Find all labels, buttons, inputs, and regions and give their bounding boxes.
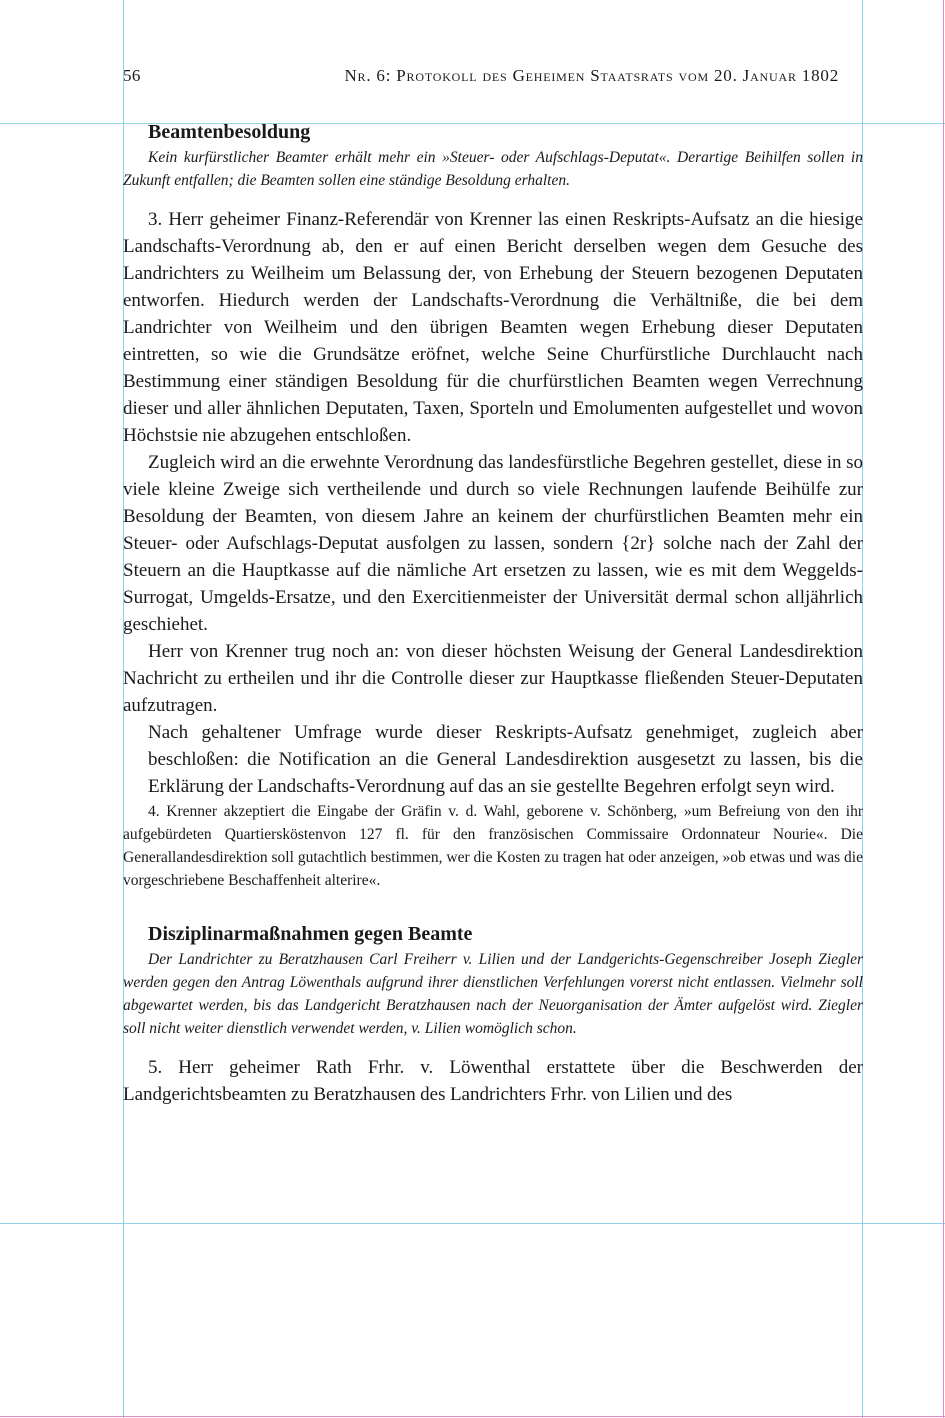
guide-line-bottom bbox=[0, 1223, 945, 1224]
paragraph-krenner: Herr von Krenner trug noch an: von dieser höchsten Weisung der General Landesdirektion Nachricht zu ertheilen und ihr die Controlle dieser zur Hauptkasse fließenden Steuer-Deputaten aufzutragen. bbox=[123, 641, 863, 716]
trim-line-bottom bbox=[0, 1416, 945, 1417]
section-summary-disziplinar: Der Landrichter zu Beratzhausen Carl Freiherr v. Lilien und der Landgerichts-Gegenschreiber Joseph Ziegler werden gegen den Antrag Löwenthals aufgrund ihrer dienstlichen Verfehlungen vorerst nicht entlassen. Vielmehr soll abgewartet werden, bis das Landgericht Beratzhausen nach der Neuorganisation der Ämter aufgelöst wird. Ziegler soll nicht weiter dienstlich verwendet werden, v. Lilien womöglich schon. bbox=[123, 951, 863, 1037]
paragraph-zugleich: Zugleich wird an die erwehnte Verordnung das landesfürstliche Begehren gestellet, diese in so viele kleine Zweige sich vertheilende und durch so viele Rechnungen laufende Beihülfe zur Besoldung der Beamten, von diesem Jahre an keinem der churfürstlichen Beamten mehr ein Steuer- oder Aufschlags-Deputat ausfolgen zu lassen, sondern {2r} solche nach der Zahl der Steuern an die Hauptkasse auf die nämliche Art ersetzen zu lassen, wie es mit dem Weggelds-Surrogat, Umgelds-Ersatze, und den Exercitienmeister der Universität dermal schon alljährlich geschiehet. bbox=[123, 452, 863, 635]
paragraph-item-4: 4. Krenner akzeptiert die Eingabe der Gräfin v. d. Wahl, geborene v. Schönberg, »um Befreiung von den ihr aufgebürdeten Quartiersköstenvon 127 fl. für den französischen Commissaire Ordonnateur Nourie«. Die Generallandesdirektion soll gutachtlich bestimmen, wer die Kosten zu tragen hat oder anzeigen, »ob etwas und was die vorgeschriebene Beschaffenheit alterire«. bbox=[123, 803, 863, 889]
running-head bbox=[123, 66, 839, 90]
trim-line-right bbox=[943, 0, 944, 1418]
section-summary-besoldung: Kein kurfürstlicher Beamter erhält mehr ein »Steuer- oder Aufschlags-Deputat«. Derartige Beihilfen sollen in Zukunft entfallen; die Beamten sollen eine ständige Besoldung erhalten. bbox=[123, 149, 863, 189]
running-title: Nr. 6: Protokoll des Geheimen Staatsrats vom 20. Januar 1802 bbox=[344, 66, 839, 85]
section-heading-besoldung: Beamtenbesoldung bbox=[148, 121, 311, 143]
text-block bbox=[123, 118, 863, 1108]
page-number: 56 bbox=[123, 66, 141, 85]
section-heading-disziplinar: Disziplinarmaßnahmen gegen Beamte bbox=[148, 923, 473, 945]
paragraph-resolution: Nach gehaltener Umfrage wurde dieser Reskripts-Aufsatz genehmiget, zugleich aber beschloßen: die Notification an die General Landesdirektion ausgesetzt zu lassen, bis die Erklärung der Landschafts-Verordnung auf das an sie gestellte Begehren erfolgt seyn wird. bbox=[148, 722, 863, 797]
paragraph-item-5: 5. Herr geheimer Rath Frhr. v. Löwenthal erstattete über die Beschwerden der Landgerichtsbeamten zu Beratzhausen des Landrichters Frhr. von Lilien und des bbox=[123, 1057, 863, 1105]
paragraph-item-3: 3. Herr geheimer Finanz-Referendär von Krenner las einen Reskripts-Aufsatz an die hiesige Landschafts-Verordnung ab, den er auf einen Bericht derselben wegen dem Gesuche des Landrichters zu Weilheim um Belassung der, von Erhebung der Steuern bezogenen Deputaten entworfen. Hiedurch werden der Landschafts-Verordnung die Verhältniße, die bei dem Landrichter von Weilheim und den übrigen Beamten wegen Erhebung dieser Deputaten eintretten, so wie die Grundsätze eröfnet, welche Seine Churfürstliche Durchlaucht nach Bestimmung einer ständigen Besoldung für die churfürstlichen Beamten wegen Verrechnung dieser und aller ähnlichen Deputaten, Taxen, Sporteln und Emolumenten aufgestellet und wovon Höchstsie nie abzugehen entschloßen. bbox=[123, 209, 863, 446]
